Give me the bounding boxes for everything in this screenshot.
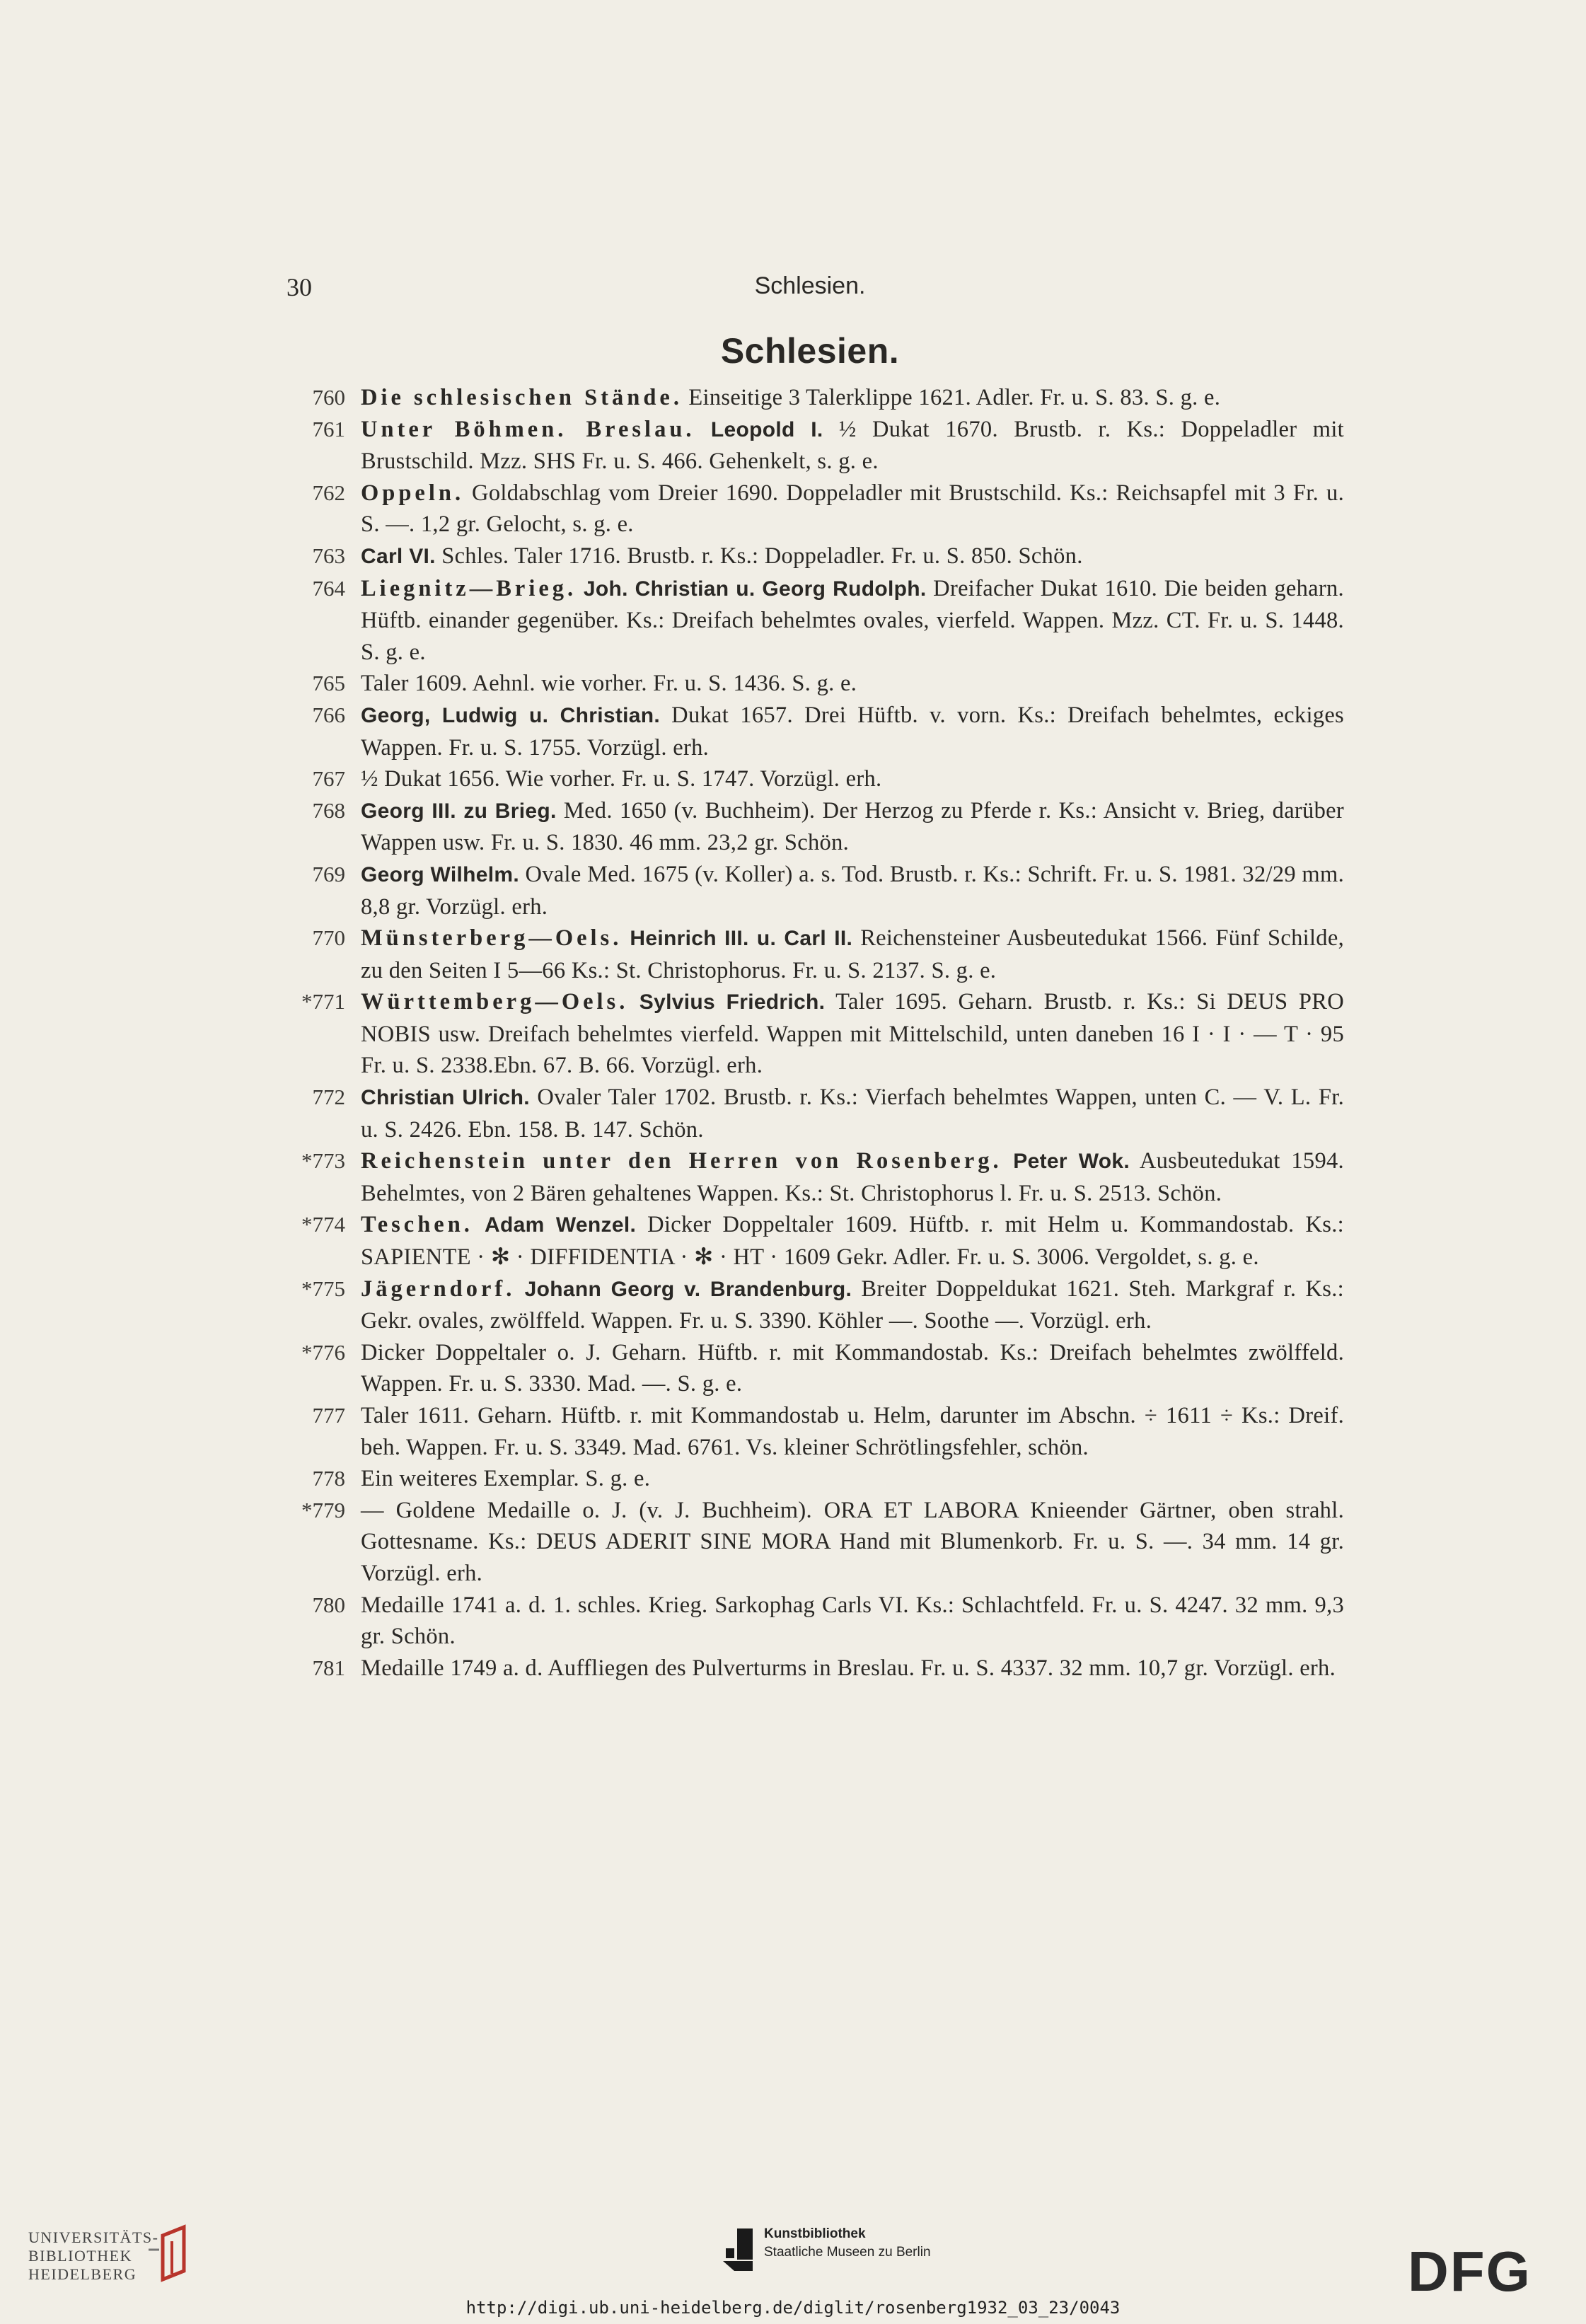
catalog-entries <box>269 382 1344 1684</box>
entry-number: 767 <box>312 766 345 792</box>
catalog-entry <box>269 1337 1344 1400</box>
entry-number: *773 <box>301 1148 345 1174</box>
entry-heading: Teschen. <box>361 1212 473 1238</box>
catalog-entry <box>269 859 1344 923</box>
entry-text <box>361 1653 1344 1684</box>
entry-heading: Jägerndorf. <box>361 1276 516 1302</box>
entry-description <box>473 1212 485 1237</box>
entry-text <box>361 700 1344 763</box>
entry-description <box>628 989 639 1014</box>
entry-description: Taler 1695. Geharn. Brustb. r. Ks.: Si DEUS PRO NOBIS usw. Dreifach behelmtes vierfeld. Wappen mit Mittelschild, unten daneben 16 I · I · — T · 95 Fr. u. S. 2338.Ebn. 67. B. 66. Vorzügl. erh. <box>361 989 1344 1079</box>
entry-number: 762 <box>312 480 345 505</box>
entry-description: Dreifacher Dukat 1610. Die beiden geharn. Hüftb. einander gegenüber. Ks.: Dreifach behelmtes ovales, vierfeld. Wappen. Mzz. CT. Fr. u. S. 1448. S. g. e. <box>361 575 1344 665</box>
catalog-entry <box>269 382 1344 414</box>
entry-text <box>361 573 1344 669</box>
entry-description: — Goldene Medaille o. J. (v. J. Buchheim). ORA ET LABORA Knieender Gärtner, oben strahl. Gottesname. Ks.: DEUS ADERIT SINE MORA Hand mit Blumenkorb. Fr. u. S. —. 34 mm. 14 gr. Vorzügl. erh. <box>361 1497 1344 1586</box>
entry-heading: Peter Wok. <box>1013 1150 1130 1174</box>
entry-heading: Johann Georg v. Brandenburg. <box>524 1277 852 1301</box>
entry-description: Einseitige 3 Talerklippe 1621. Adler. Fr. u. S. 83. S. g. e. <box>682 385 1221 410</box>
catalog-entry <box>269 540 1344 573</box>
catalog-entry <box>269 1400 1344 1463</box>
entry-text <box>361 763 1344 795</box>
entry-description: Ovale Med. 1675 (v. Koller) a. s. Tod. Brustb. r. Ks.: Schrift. Fr. u. S. 1981. 32/29 mm. 8,8 gr. Vorzügl. erh. <box>361 861 1344 920</box>
entry-description: Med. 1650 (v. Buchheim). Der Herzog zu Pferde r. Ks.: Ansicht v. Brieg, darüber Wappen usw. Fr. u. S. 1830. 46 mm. 23,2 gr. Schön. <box>361 797 1344 856</box>
entry-text <box>361 1273 1344 1337</box>
entry-text <box>361 414 1344 478</box>
entry-number: 766 <box>312 702 345 727</box>
entry-description: ½ Dukat 1656. Wie vorher. Fr. u. S. 1747. Vorzügl. erh. <box>361 766 882 792</box>
entry-heading: Christian Ulrich. <box>361 1086 530 1110</box>
entry-heading: Georg Wilhelm. <box>361 862 520 886</box>
entry-heading: Liegnitz—Brieg. <box>361 575 577 601</box>
entry-text <box>361 859 1344 923</box>
entry-number: *774 <box>301 1212 345 1237</box>
entry-text <box>361 1145 1344 1209</box>
entry-heading: Georg III. zu Brieg. <box>361 799 557 823</box>
kunstbibliothek-logo-icon <box>722 2227 757 2277</box>
entry-heading: Württemberg—Oels. <box>361 989 629 1015</box>
entry-number: 761 <box>312 416 345 441</box>
entry-description: Schles. Taler 1716. Brustb. r. Ks.: Doppeladler. Fr. u. S. 850. Schön. <box>435 543 1083 569</box>
entry-number: 763 <box>312 543 345 568</box>
entry-text <box>361 1337 1344 1400</box>
running-title: Schlesien. <box>754 272 866 299</box>
catalog-entry <box>269 1653 1344 1684</box>
entry-text <box>361 668 1344 700</box>
ub-line-3: HEIDELBERG <box>28 2265 137 2283</box>
entry-text <box>361 795 1344 859</box>
catalog-entry <box>269 573 1344 669</box>
entry-heading: Georg, Ludwig u. Christian. <box>361 703 661 727</box>
entry-number: 760 <box>312 385 345 410</box>
entry-text <box>361 1400 1344 1463</box>
catalog-entry <box>269 668 1344 700</box>
entry-description <box>515 1276 524 1302</box>
entry-description: Goldabschlag vom Dreier 1690. Doppeladler mit Brustschild. Ks.: Reichsapfel mit 3 Fr. u. S. —. 1,2 gr. Gelocht, s. g. e. <box>361 480 1344 538</box>
running-head <box>286 272 1333 308</box>
entry-description: Dicker Doppeltaler o. J. Geharn. Hüftb. r. mit Kommandostab. Ks.: Dreifach behelmtes zwölffeld. Wappen. Fr. u. S. 3330. Mad. —. S. g. e. <box>361 1339 1344 1397</box>
entry-number: 768 <box>312 797 345 823</box>
entry-number: *776 <box>301 1339 345 1365</box>
entry-description: Ein weiteres Exemplar. S. g. e. <box>361 1466 651 1492</box>
catalog-entry <box>269 763 1344 795</box>
entry-heading: Adam Wenzel. <box>485 1213 637 1237</box>
catalog-entry <box>269 1145 1344 1209</box>
catalog-entry <box>269 1495 1344 1590</box>
entry-description: Taler 1611. Geharn. Hüftb. r. mit Kommandostab u. Helm, darunter im Abschn. ÷ 1611 ÷ Ks.: Dreif. beh. Wappen. Fr. u. S. 3349. Mad. 6761. Vs. kleiner Schrötlingsfehler, schön. <box>361 1403 1344 1460</box>
entry-text <box>361 1495 1344 1590</box>
entry-description: Ausbeutedukat 1594. Behelmtes, von 2 Bären gehaltenes Wappen. Ks.: St. Christophorus l. Fr. u. S. 2513. Schön. <box>361 1148 1344 1206</box>
entry-description: Dukat 1657. Drei Hüftb. v. vorn. Ks.: Dreifach behelmtes, eckiges Wappen. Fr. u. S. 1755. Vorzügl. erh. <box>361 702 1344 761</box>
entry-number: *775 <box>301 1276 345 1301</box>
entry-description: Dicker Doppeltaler 1609. Hüftb. r. mit Helm u. Kommandostab. Ks.: SAPIENTE · ✻ · DIFFIDENTIA · ✻ · HT · 1609 Gekr. Adler. Fr. u. S. 3006. Vergoldet, s. g. e. <box>361 1212 1344 1271</box>
catalog-entry <box>269 923 1344 986</box>
entry-description: Reichensteiner Ausbeutedukat 1566. Fünf Schilde, zu den Seiten I 5—66 Ks.: St. Christophorus. Fr. u. S. 2137. S. g. e. <box>361 925 1345 983</box>
ub-line-2: BIBLIOTHEK <box>28 2247 132 2265</box>
entry-heading: Sylvius Friedrich. <box>639 990 826 1014</box>
entry-text <box>361 923 1344 986</box>
catalog-entry <box>269 700 1344 763</box>
entry-text <box>361 1209 1344 1273</box>
catalog-entry <box>269 986 1344 1082</box>
catalog-entry <box>269 414 1344 478</box>
ub-line-1: UNIVERSITÄTS- <box>28 2228 159 2246</box>
entry-heading: Unter Böhmen. Breslau. <box>361 416 695 442</box>
entry-text <box>361 540 1344 573</box>
entry-description <box>1002 1148 1014 1174</box>
entry-number: *771 <box>301 989 345 1014</box>
entry-description: ½ Dukat 1670. Brustb. r. Ks.: Doppeladler mit Brustschild. Mzz. SHS Fr. u. S. 466. Gehenkelt, s. g. e. <box>361 416 1345 475</box>
entry-number: 778 <box>312 1466 345 1491</box>
entry-heading: Carl VI. <box>361 544 436 568</box>
entry-description <box>695 417 711 442</box>
entry-text <box>361 1463 1344 1495</box>
entry-number: 770 <box>312 925 345 951</box>
entry-number: 777 <box>312 1403 345 1428</box>
source-url[interactable]: http://digi.ub.uni-heidelberg.de/diglit/rosenberg1932_03_23/0043 <box>465 2298 1121 2318</box>
entry-description: Taler 1609. Aehnl. wie vorher. Fr. u. S. 1436. S. g. e. <box>361 671 857 697</box>
entry-number: 780 <box>312 1592 345 1617</box>
dfg-logo: DFG <box>1408 2240 1532 2303</box>
entry-text <box>361 478 1344 540</box>
ub-mark-icon <box>145 2221 195 2285</box>
catalog-entry <box>269 1082 1344 1145</box>
catalog-entry <box>269 478 1344 540</box>
entry-heading: Leopold I. <box>710 417 823 441</box>
entry-description: Medaille 1741 a. d. 1. schles. Krieg. Sarkophag Carls VI. Ks.: Schlachtfeld. Fr. u. S. 4247. 32 mm. 9,3 gr. Schön. <box>361 1592 1344 1650</box>
entry-number: 769 <box>312 861 345 886</box>
entry-number: 764 <box>312 575 345 601</box>
entry-heading: Joh. Christian u. Georg Rudolph. <box>583 577 927 601</box>
section-title: Schlesien. <box>720 331 900 371</box>
entry-description: Ovaler Taler 1702. Brustb. r. Ks.: Vierfach behelmtes Wappen, unten C. — V. L. Fr. u. S. 2426. Ebn. 158. B. 147. Schön. <box>361 1085 1344 1143</box>
entry-heading: Münsterberg—Oels. <box>361 925 623 952</box>
catalog-entry <box>269 1209 1344 1273</box>
kb-line-2: Staatliche Museen zu Berlin <box>764 2245 931 2260</box>
catalog-entry <box>269 1590 1344 1653</box>
entry-number: 781 <box>312 1655 345 1680</box>
kunstbibliothek-text <box>764 2225 931 2262</box>
entry-description <box>622 925 630 951</box>
catalog-entry <box>269 1463 1344 1495</box>
footer <box>0 2207 1586 2324</box>
entry-number: *779 <box>301 1497 345 1522</box>
catalog-entry <box>269 795 1344 859</box>
ub-logo-text <box>28 2228 159 2284</box>
entry-heading: Oppeln. <box>361 480 465 506</box>
page-number: 30 <box>286 273 312 301</box>
entry-number: 765 <box>312 671 345 696</box>
entry-text <box>361 1590 1344 1653</box>
entry-heading: Reichenstein unter den Herren von Rosenberg. <box>361 1148 1002 1174</box>
entry-description: Breiter Doppeldukat 1621. Steh. Markgraf r. Ks.: Gekr. ovales, zwölffeld. Wappen. Fr. u. S. 3390. Köhler —. Soothe —. Vorzügl. erh. <box>361 1276 1345 1334</box>
entry-number: 772 <box>312 1085 345 1110</box>
entry-text <box>361 986 1344 1082</box>
kb-line-1: Kunstbibliothek <box>764 2226 866 2241</box>
entry-heading: Die schlesischen Stände. <box>361 385 683 410</box>
entry-text <box>361 382 1344 414</box>
entry-description <box>577 576 584 601</box>
entry-heading: Heinrich III. u. Carl II. <box>630 927 853 951</box>
entry-description: Medaille 1749 a. d. Auffliegen des Pulverturms in Breslau. Fr. u. S. 4337. 32 mm. 10,7 gr. Vorzügl. erh. <box>361 1655 1336 1681</box>
catalog-entry <box>269 1273 1344 1337</box>
entry-text <box>361 1082 1344 1145</box>
